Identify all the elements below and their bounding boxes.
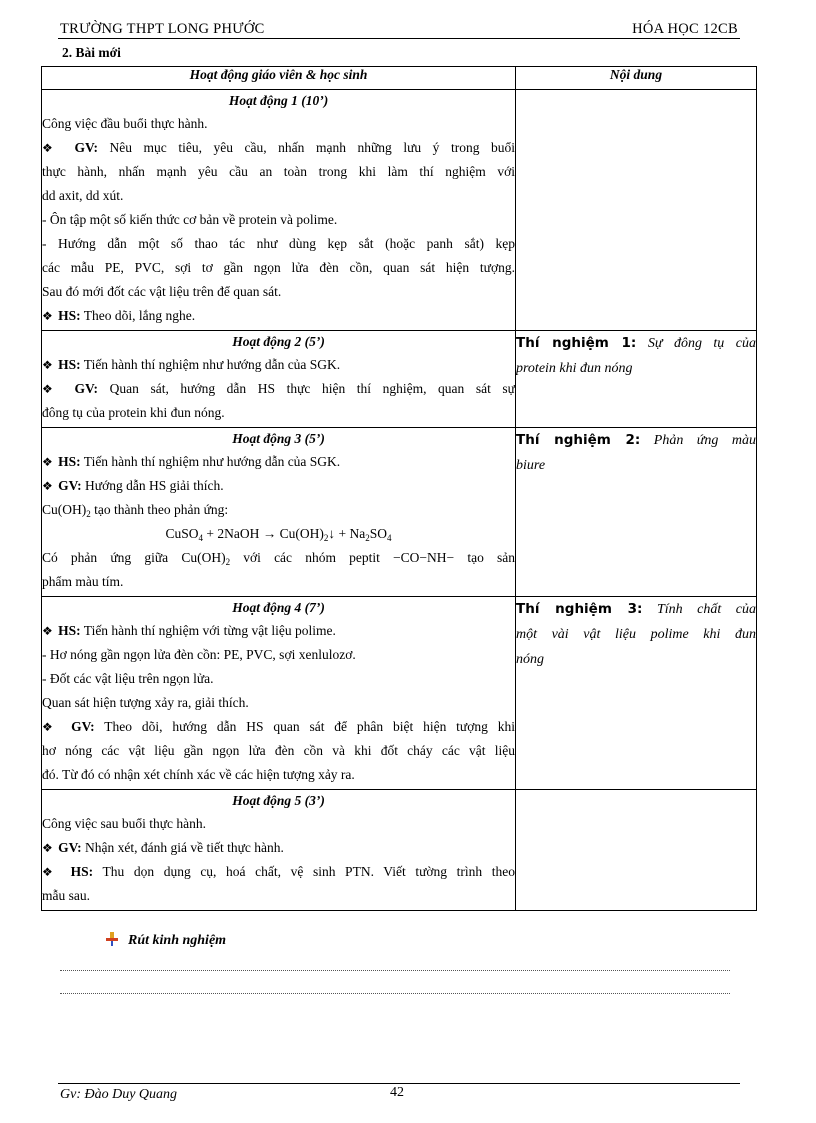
text-line: ❖ GV: Theo dõi, hướng dẫn HS quan sát để phân biệt hiện tượng khi <box>42 719 515 734</box>
column-header-activities: Hoạt động giáo viên & học sinh <box>42 67 516 90</box>
content-cell-3 <box>516 428 757 597</box>
content-cell-5 <box>516 790 757 911</box>
text-line: phẩm màu tím. <box>42 574 124 589</box>
content-cell-1 <box>516 90 757 331</box>
dotted-line <box>60 993 730 994</box>
pushpin-icon <box>104 931 120 947</box>
text-line: đông tụ của protein khi đun nóng. <box>42 405 225 420</box>
text-line: ❖ GV: Nêu mục tiêu, yêu cầu, nhấn mạnh những lưu ý trong buổi <box>42 140 515 155</box>
diamond-bullet-icon: ❖ <box>42 141 61 155</box>
school-name: TRƯỜNG THPT LONG PHƯỚC <box>60 21 265 37</box>
diamond-bullet-icon: ❖ <box>42 309 53 323</box>
activity-title: Hoạt động 4 (7’) <box>232 600 325 615</box>
page-number: 42 <box>390 1085 404 1100</box>
reaction-equation: CuSO$_4$ + 2NaOH → $Cu(OH)_2↓ + Na_2SO_4$ <box>165 526 392 543</box>
experiment-1: Thí nghiệm 1: Sự đông tụ của protein khi đun nóng <box>516 335 756 376</box>
text-line: Công việc sau buổi thực hành. <box>42 816 207 831</box>
diamond-bullet-icon: ❖ <box>42 841 53 855</box>
text-line: ❖ HS: Tiến hành thí nghiệm với từng vật liệu polime. <box>42 623 336 638</box>
page-header <box>58 20 740 39</box>
content-cell-4 <box>516 597 757 790</box>
content-cell-2 <box>516 331 757 428</box>
activity-title: Hoạt động 1 (10’) <box>228 93 329 108</box>
activity-5-cell <box>42 790 516 911</box>
text-line: Có phản ứng giữa $Cu(OH)_2$ với các nhóm peptit −CO−NH− tạo sản <box>42 550 515 567</box>
experiment-3: Thí nghiệm 3: Tính chất của một vài vật liệu polime khi đun nóng <box>516 601 756 667</box>
diamond-bullet-icon: ❖ <box>42 382 61 396</box>
text-line: đó. Từ đó có nhận xét chính xác về các hiện tượng xảy ra. <box>42 767 355 782</box>
text-line: - Hướng dẫn một số thao tác như dùng kẹp sắt (hoặc panh sắt) kẹp <box>42 236 515 251</box>
lesson-table <box>41 66 757 911</box>
diamond-bullet-icon: ❖ <box>42 358 53 372</box>
table-row <box>42 331 757 428</box>
diamond-bullet-icon: ❖ <box>42 455 53 469</box>
table-row <box>42 90 757 331</box>
activity-1-cell <box>42 90 516 331</box>
text-line: ❖ GV: Quan sát, hướng dẫn HS thực hiện thí nghiệm, quan sát sự <box>42 381 515 396</box>
column-header-content: Nội dung <box>516 67 757 90</box>
footer-rule <box>58 1083 740 1084</box>
text-line: thực hành, nhấn mạnh yêu cầu an toàn trong khi làm thí nghiệm với <box>42 164 515 179</box>
table-row <box>42 428 757 597</box>
text-line: dd axit, dd xút. <box>42 188 124 203</box>
activity-title: Hoạt động 2 (5’) <box>232 334 325 349</box>
section-title: 2. Bài mới <box>62 45 121 60</box>
text-line: ❖ GV: Hướng dẫn HS giải thích. <box>42 478 224 493</box>
teacher-name: Gv: Đào Duy Quang <box>60 1087 178 1102</box>
activity-title: Hoạt động 3 (5’) <box>232 431 325 446</box>
text-line: hơ nóng các vật liệu gần ngọn lửa đèn cồn và khi đốt cháy các vật liệu <box>42 743 515 758</box>
diamond-bullet-icon: ❖ <box>42 479 53 493</box>
text-line: - Ôn tập một số kiến thức cơ bản về protein và polime. <box>42 212 338 227</box>
text-line: - Đốt các vật liệu trên ngọn lửa. <box>42 671 214 686</box>
experience-heading: Rút kinh nghiệm <box>104 931 226 949</box>
subject-name: HÓA HỌC 12CB <box>632 21 738 37</box>
diamond-bullet-icon: ❖ <box>42 720 60 734</box>
text-line: ❖ HS: Theo dõi, lắng nghe. <box>42 308 196 323</box>
activity-3-cell <box>42 428 516 597</box>
text-line: các mẫu PE, PVC, sợi tơ gần ngọn lửa đèn cồn, quan sát hiện tượng. <box>42 260 515 275</box>
activity-4-cell <box>42 597 516 790</box>
text-line: Quan sát hiện tượng xảy ra, giải thích. <box>42 695 249 710</box>
text-line: ❖ HS: Tiến hành thí nghiệm như hướng dẫn của SGK. <box>42 454 341 469</box>
text-line: $Cu(OH)_2$ tạo thành theo phản ứng: <box>42 502 229 519</box>
text-line: ❖ HS: Tiến hành thí nghiệm như hướng dẫn của SGK. <box>42 357 341 372</box>
dotted-line <box>60 970 730 971</box>
activity-title: Hoạt động 5 (3’) <box>232 793 325 808</box>
diamond-bullet-icon: ❖ <box>42 865 59 879</box>
experiment-2: Thí nghiệm 2: Phản ứng màu biure <box>516 432 756 473</box>
text-line: Sau đó mới đốt các vật liệu trên để quan sát. <box>42 284 282 299</box>
activity-2-cell <box>42 331 516 428</box>
diamond-bullet-icon: ❖ <box>42 624 53 638</box>
text-line: ❖ GV: Nhận xét, đánh giá về tiết thực hành. <box>42 840 284 855</box>
text-line: Công việc đầu buổi thực hành. <box>42 116 208 131</box>
text-line: - Hơ nóng gần ngọn lửa đèn cồn: PE, PVC, sợi xenlulozơ. <box>42 647 356 662</box>
table-row <box>42 597 757 790</box>
table-row <box>42 790 757 911</box>
text-line: ❖ HS: Thu dọn dụng cụ, hoá chất, vệ sinh PTN. Viết tường trình theo <box>42 864 515 879</box>
text-line: mẫu sau. <box>42 888 90 903</box>
